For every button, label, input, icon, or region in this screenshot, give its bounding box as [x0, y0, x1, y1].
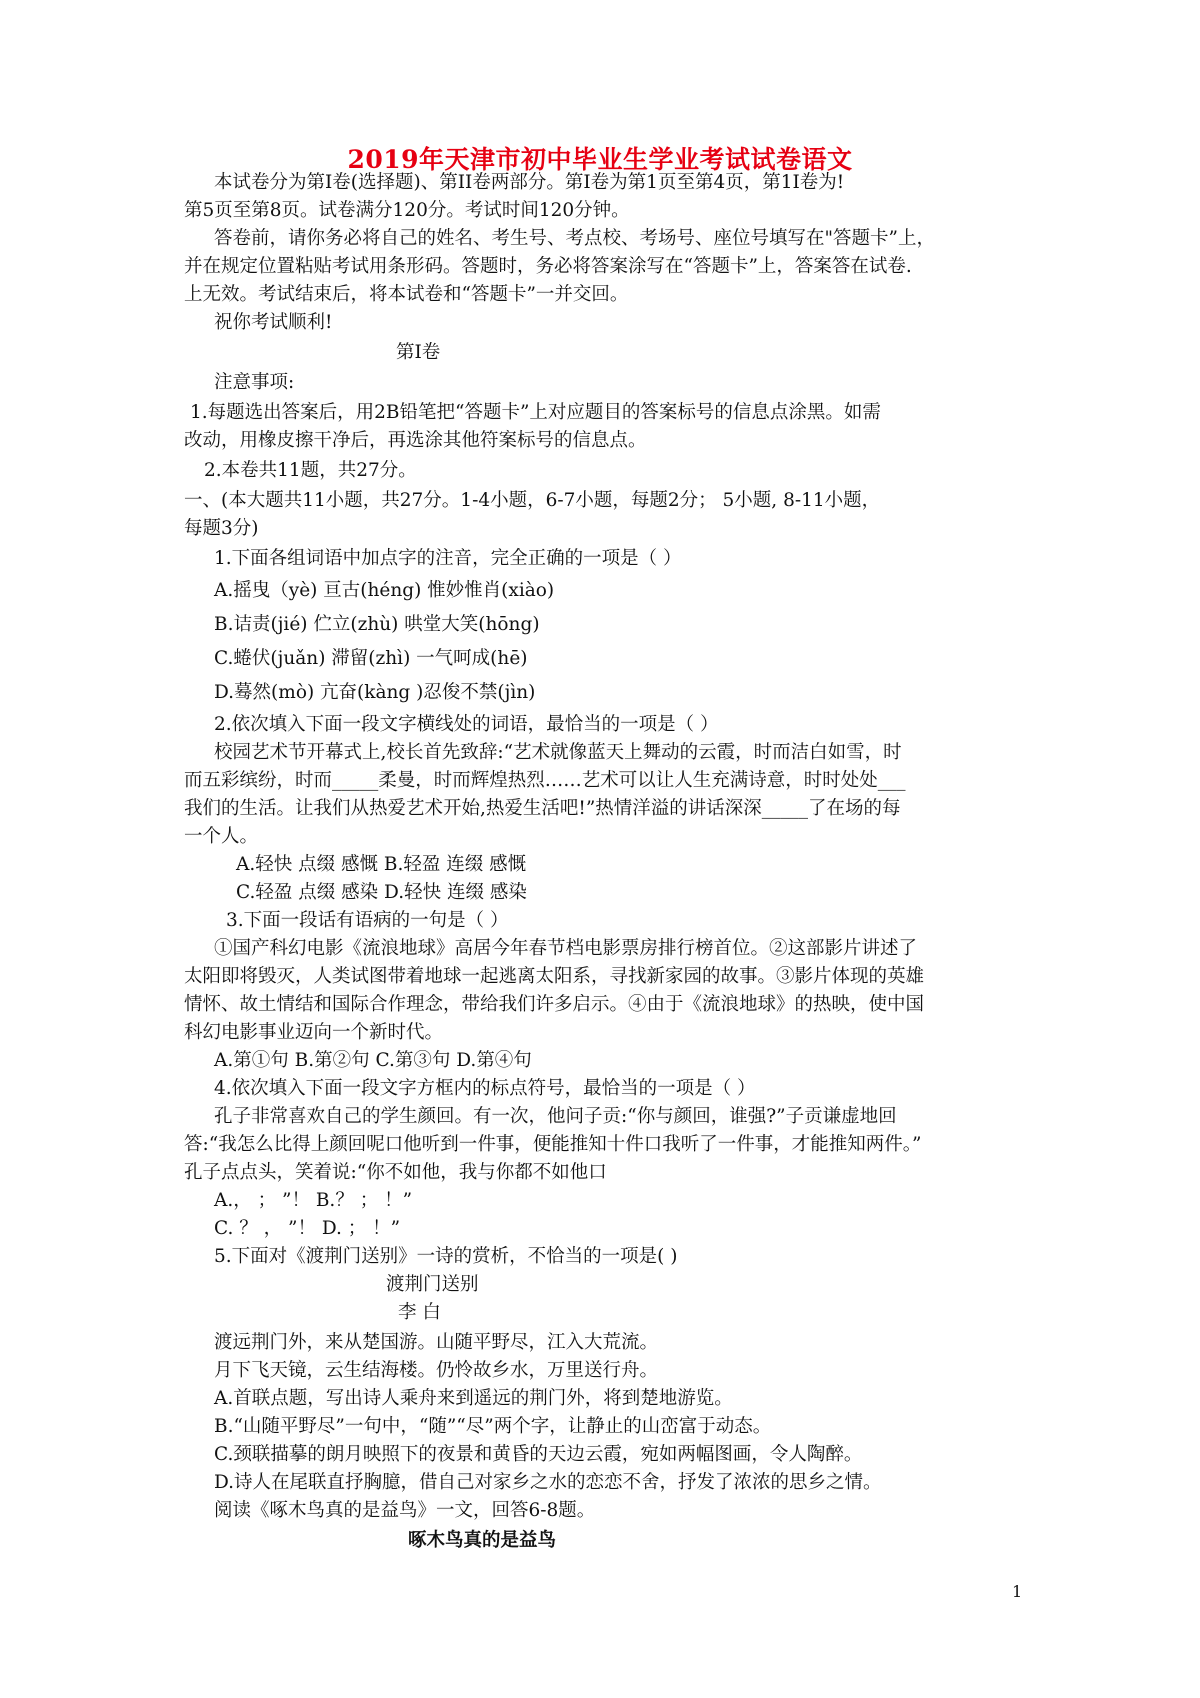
q3-passage-1: ①国产科幻电影《流浪地球》高居今年春节档电影票房排行榜首位。②这部影片讲述了	[214, 938, 918, 959]
q2-passage-1: 校园艺术节开幕式上,校长首先致辞:“艺术就像蓝天上舞动的云霞，时而洁白如雪，时	[214, 742, 902, 763]
reading-instruction: 阅读《啄木鸟真的是益鸟》一文，回答6-8题。	[214, 1500, 596, 1521]
good-luck: 祝你考试顺利!	[214, 312, 333, 333]
question-1: 1.下面各组词语中加点字的注音，完全正确的一项是（ ）	[214, 548, 682, 569]
q1-option-c: C.蜷伏(juǎn) 滞留(zhì) 一气呵成(hē)	[214, 648, 528, 669]
question-3: 3.下面一段话有语病的一句是（ ）	[226, 910, 509, 931]
intro-line-1: 本试卷分为第Ⅰ卷(选择题)、第II卷两部分。第Ⅰ卷为第1页至第4页，第1I卷为!	[214, 172, 845, 193]
poem-line-2: 月下飞天镜，云生结海楼。仍怜故乡水，万里送行舟。	[214, 1360, 659, 1381]
exam-title: 2019年天津市初中毕业生学业考试试卷语文	[347, 145, 853, 174]
q1-option-d: D.蓦然(mò) 亢奋(kàng )忍俊不禁(jìn)	[214, 682, 536, 703]
q5-option-a: A.首联点题，写出诗人乘舟来到遥远的荆门外，将到楚地游览。	[214, 1388, 733, 1409]
question-4: 4.依次填入下面一段文字方框内的标点符号，最恰当的一项是（ ）	[214, 1078, 756, 1099]
q3-passage-4: 科幻电影事业迈向一个新时代。	[184, 1022, 444, 1043]
note-1-line-1: 1.每题选出答案后，用2B铅笔把“答题卡”上对应题目的答案标号的信息点涂黑。如需	[190, 402, 881, 423]
notes-heading: 注意事项:	[214, 372, 295, 393]
q1-option-a: A.摇曳（yè) 亘古(héng) 惟妙惟肖(xiào)	[214, 580, 555, 601]
q4-passage-2: 答:“我怎么比得上颜回呢口他听到一件事，便能推知十件口我听了一件事，才能推知两件。”	[184, 1134, 922, 1155]
q3-passage-2: 太阳即将毁灭，人类试图带着地球一起逃离太阳系，寻找新家园的故事。③影片体现的英雄	[184, 966, 925, 987]
q3-passage-3: 情怀、故土情结和国际合作理念，带给我们许多启示。④由于《流浪地球》的热映，使中国	[184, 994, 925, 1015]
article-title: 啄木鸟真的是益鸟	[408, 1530, 557, 1551]
intro-line-4: 并在规定位置粘贴考试用条形码。答题时，务必将答案涂写在“答题卡”上，答案答在试卷.	[184, 256, 912, 277]
q4-options-ab: A.， ； ”！ B.？ ； ！”	[214, 1190, 413, 1211]
q1-option-b: B.诘责(jié) 伫立(zhù) 哄堂大笑(hōng)	[214, 614, 540, 635]
q2-passage-2: 而五彩缤纷，时而_____柔曼，时而辉煌热烈……艺术可以让人生充满诗意，时时处处___	[184, 770, 906, 791]
q3-options: A.第①句 B.第②句 C.第③句 D.第④句	[214, 1050, 532, 1071]
question-2: 2.依次填入下面一段文字横线处的词语，最恰当的一项是（ ）	[214, 714, 719, 735]
note-1-line-2: 改动，用橡皮擦干净后，再选涂其他符案标号的信息点。	[184, 430, 647, 451]
question-5: 5.下面对《渡荆门送别》一诗的赏析，不恰当的一项是( )	[214, 1246, 678, 1267]
part-one-heading-1: 一、(本大题共11小题，共27分。1-4小题，6-7小题，每题2分； 5小题, 8-11小题，	[184, 490, 881, 511]
q2-options-cd: C.轻盈 点缀 感染 D.轻快 连缀 感染	[236, 882, 527, 903]
page-number: 1	[1012, 1582, 1023, 1601]
poem-title: 渡荆门送别	[386, 1274, 479, 1295]
q2-passage-4: 一个人。	[184, 826, 259, 847]
q5-option-c: C.颈联描摹的朗月映照下的夜景和黄昏的天边云霞，宛如两幅图画，令人陶醉。	[214, 1444, 863, 1465]
q4-options-cd: C. ？ ， ”！ D. ； ！”	[214, 1218, 401, 1239]
q2-passage-3: 我们的生活。让我们从热爱艺术开始,热爱生活吧!”热情洋溢的讲话深深_____了在场的每	[184, 798, 901, 819]
poem-line-1: 渡远荆门外，来从楚国游。山随平野尽，江入大荒流。	[214, 1332, 659, 1353]
section-heading: 第Ⅰ卷	[396, 342, 441, 363]
note-2: 2.本卷共11题，共27分。	[204, 460, 417, 481]
intro-line-3: 答卷前，请你务必将自己的姓名、考生号、考点校、考场号、座位号填写在"答题卡”上，	[214, 228, 935, 249]
part-one-heading-2: 每题3分)	[184, 518, 259, 539]
q2-options-ab: A.轻快 点缀 感慨 B.轻盈 连缀 感慨	[236, 854, 527, 875]
intro-line-5: 上无效。考试结束后，将本试卷和“答题卡”一并交回。	[184, 284, 629, 305]
q4-passage-3: 孔子点点头，笑着说:“你不如他，我与你都不如他口	[184, 1162, 607, 1183]
q5-option-d: D.诗人在尾联直抒胸臆，借自己对家乡之水的恋恋不舍，抒发了浓浓的思乡之情。	[214, 1472, 882, 1493]
q4-passage-1: 孔子非常喜欢自己的学生颜回。有一次，他问子贡:“你与颜回，谁强?”子贡谦虚地回	[214, 1106, 897, 1127]
intro-line-2: 第5页至第8页。试卷满分120分。考试时间120分钟。	[184, 200, 630, 221]
poem-author: 李 白	[398, 1302, 441, 1323]
q5-option-b: B.“山随平野尽”一句中，“随”“尽”两个字，让静止的山峦富于动态。	[214, 1416, 772, 1437]
